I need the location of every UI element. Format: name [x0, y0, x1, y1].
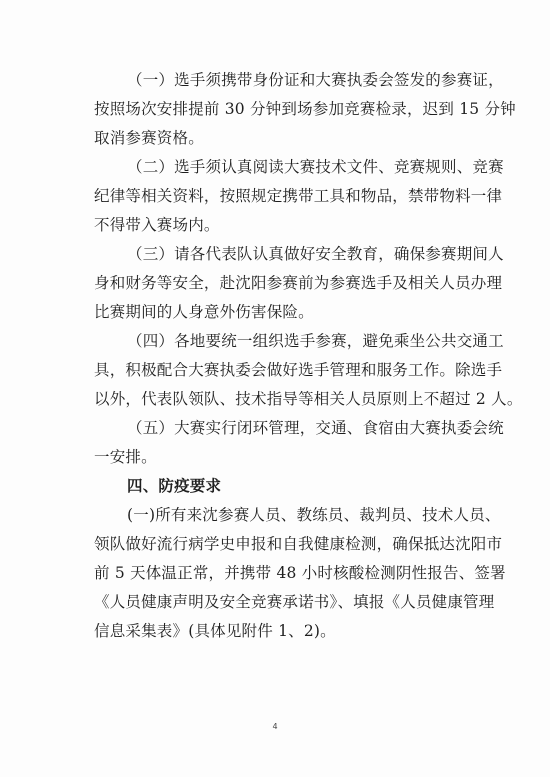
paragraph-6-line-5: 信息采集表》(具体见附件 1、2)。 [94, 622, 336, 640]
paragraph-4-line-1: （四）各地要统一组织选手参赛，避免乘坐公共交通工 [127, 332, 504, 350]
paragraph-5-line-2: 一安排。 [94, 448, 157, 466]
paragraph-1-line-1: （一）选手须携带身份证和大赛执委会签发的参赛证， [127, 71, 504, 89]
paragraph-3-line-3: 比赛期间的人身意外伤害保险。 [94, 303, 314, 321]
paragraph-6-line-2: 领队做好流行病学史申报和自我健康检测，确保抵达沈阳市 [94, 535, 503, 553]
paragraph-3-line-2: 身和财务等安全，赴沈阳参赛前为参赛选手及相关人员办理 [94, 274, 503, 292]
section-heading: 四、防疫要求 [127, 477, 222, 495]
page-number: 4 [272, 722, 278, 731]
document-body [94, 66, 523, 646]
paragraph-6-line-4: 《人员健康声明及安全竞赛承诺书》、填报《人员健康管理 [94, 593, 495, 611]
paragraph-1-line-2: 按照场次安排提前 30 分钟到场参加竞赛检录，迟到 15 分钟 [94, 100, 516, 118]
paragraph-4-line-3: 以外，代表队领队、技术指导等相关人员原则上不超过 2 人。 [94, 390, 523, 408]
paragraph-6-line-3: 前 5 天体温正常，并携带 48 小时核酸检测阴性报告、签署 [94, 564, 506, 582]
paragraph-6-line-1: (一)所有来沈参赛人员、教练员、裁判员、技术人员、 [127, 506, 501, 524]
paragraph-2-line-1: （二）选手须认真阅读大赛技术文件、竞赛规则、竞赛 [127, 158, 504, 176]
paragraph-2-line-2: 纪律等相关资料，按照规定携带工具和物品，禁带物料一律 [94, 187, 503, 205]
paragraph-1-line-3: 取消参赛资格。 [94, 129, 204, 147]
paragraph-4-line-2: 具，积极配合大赛执委会做好选手管理和服务工作。除选手 [94, 361, 503, 379]
paragraph-5-line-1: （五）大赛实行闭环管理，交通、食宿由大赛执委会统 [127, 419, 504, 437]
paragraph-2-line-3: 不得带入赛场内。 [94, 216, 220, 234]
paragraph-3-line-1: （三）请各代表队认真做好安全教育，确保参赛期间人 [127, 245, 504, 263]
